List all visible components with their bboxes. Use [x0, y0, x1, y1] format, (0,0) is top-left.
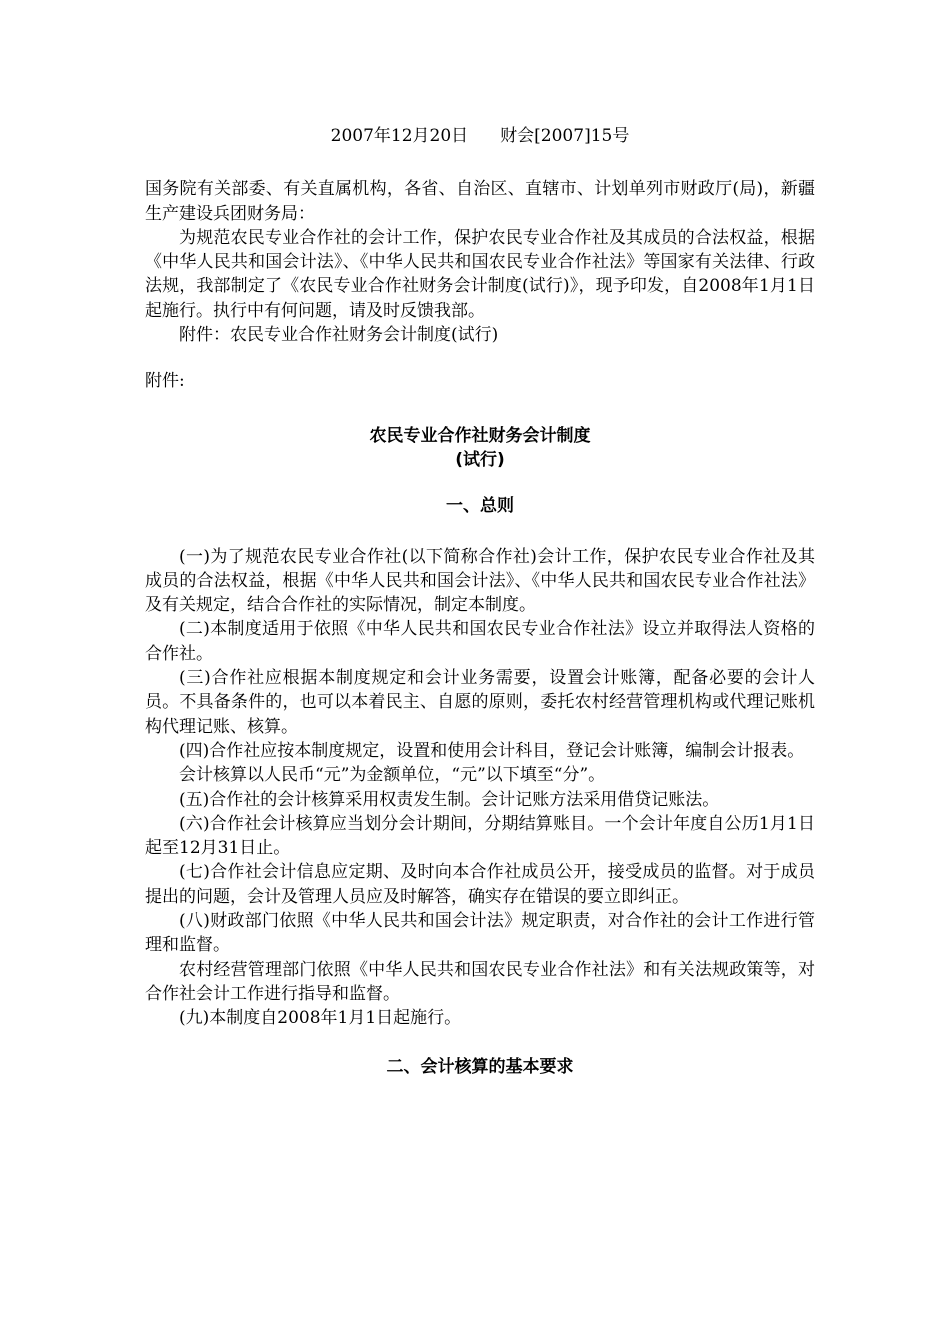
- clause-4: (四)合作社应按本制度规定，设置和使用会计科目，登记会计账簿，编制会计报表。: [179, 740, 805, 761]
- notice-recipients: 国务院有关部委、有关直属机构，各省、自治区、直辖市、计划单列市财政厅(局)，新疆生产建设兵团财务局：: [145, 179, 815, 224]
- section-heading-accounting-requirements: 二、会计核算的基本要求: [386, 1056, 574, 1077]
- notice-body: 为规范农民专业合作社的会计工作，保护农民专业合作社及其成员的合法权益，根据《中华人民共和国会计法》、《中华人民共和国农民专业合作社法》等国家有关法律、行政法规，我部制定了《农民专业合作社财务会计制度(试行)》，现予印发，自2008年1月1日起施行。执行中有何问题，请及时反馈我部。: [145, 227, 815, 321]
- clause-6: (六)合作社会计核算应当划分会计期间，分期结算账目。一个会计年度自公历1月1日起至12月31日止。: [145, 813, 815, 859]
- clause-2: (二)本制度适用于依照《中华人民共和国农民专业合作社法》设立并取得法人资格的合作社。: [145, 619, 815, 664]
- attachment-label: 附件:: [145, 371, 185, 392]
- dateline: [145, 124, 815, 148]
- clause-5: (五)合作社的会计核算采用权责发生制。会计记账方法采用借贷记账法。: [179, 789, 720, 810]
- clause-8: (八)财政部门依照《中华人民共和国会计法》规定职责，对合作社的会计工作进行管理和监督。: [145, 911, 815, 956]
- document-title: 农民专业合作社财务会计制度: [369, 425, 591, 446]
- clause-8-continued: 农村经营管理部门依照《中华人民共和国农民专业合作社法》和有关法规政策等，对合作社会计工作进行指导和监督。: [145, 959, 815, 1004]
- document-subtitle: (试行): [455, 449, 505, 470]
- clause-1: (一)为了规范农民专业合作社(以下简称合作社)会计工作，保护农民专业合作社及其成员的合法权益，根据《中华人民共和国会计法》、《中华人民共和国农民专业合作社法》及有关规定，结合合作社的实际情况，制定本制度。: [145, 546, 815, 616]
- document-page: [145, 124, 815, 1105]
- document-number: 财会[2007]15号: [500, 126, 630, 146]
- clause-4-currency-note: 会计核算以人民币“元”为金额单位，“元”以下填至“分”。: [179, 765, 606, 786]
- notice-attachment-note: 附件：农民专业合作社财务会计制度(试行): [179, 325, 499, 346]
- section-heading-general: 一、总则: [446, 496, 514, 517]
- clause-7: (七)合作社会计信息应定期、及时向本合作社成员公开，接受成员的监督。对于成员提出的问题，会计及管理人员应及时解答，确实存在错误的要立即纠正。: [145, 862, 815, 907]
- clause-9: (九)本制度自2008年1月1日起施行。: [179, 1008, 462, 1029]
- issue-date: 2007年12月20日: [330, 126, 469, 146]
- clause-3: (三)合作社应根据本制度规定和会计业务需要，设置会计账簿，配备必要的会计人员。不具备条件的，也可以本着民主、自愿的原则，委托农村经营管理机构或代理记账机构代理记账、核算。: [145, 668, 815, 737]
